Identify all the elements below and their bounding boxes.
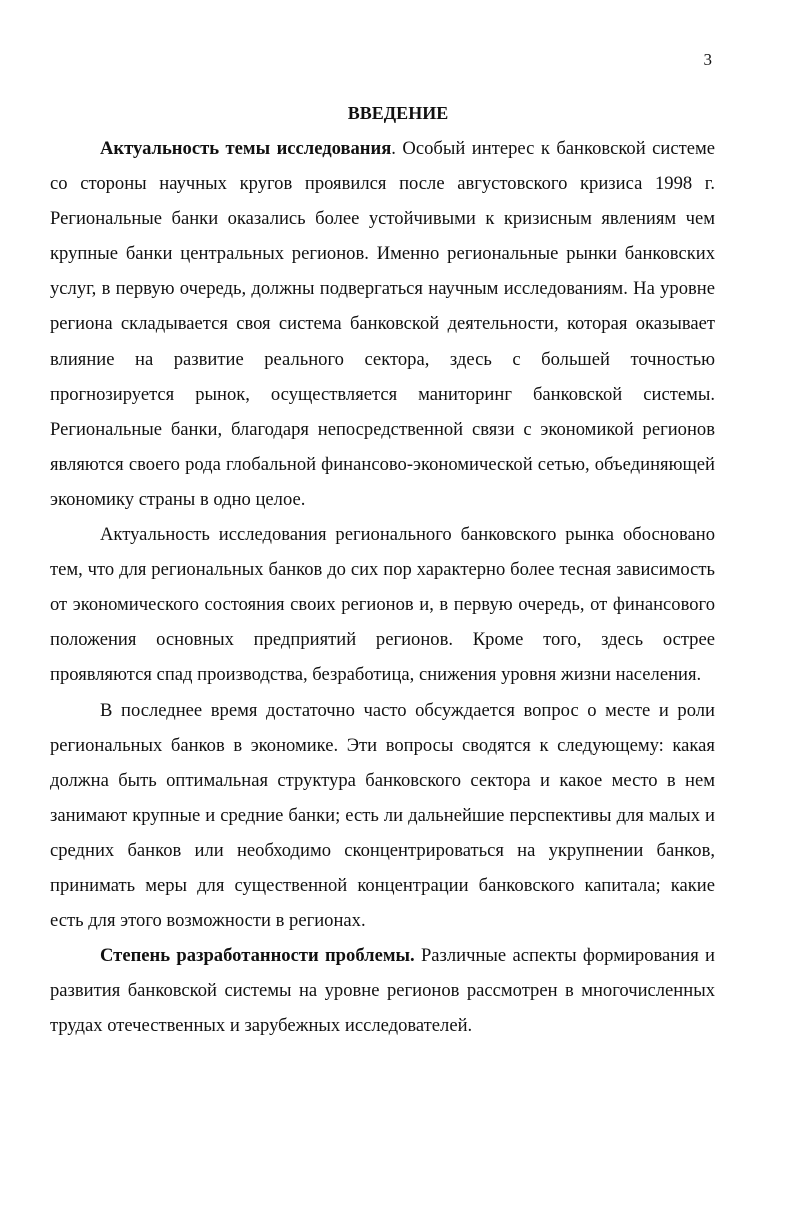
- document-body: [50, 131, 715, 1043]
- paragraph-lead: Актуальность темы исследования: [100, 138, 392, 159]
- paragraph-text: В последнее время достаточно часто обсуждается вопрос о месте и роли региональных банков в экономике. Эти вопросы сводятся к следующему: какая должна быть оптимальная структура банковского сектора и какое место в нем занимают крупные и средние банки; есть ли дальнейшие перспективы для малых и средних банков или необходимо сконцентрироваться на укрупнении банков, принимать меры для существенной концентрации банковского капитала; какие есть для этого возможности в регионах.: [50, 699, 715, 932]
- page-number: 3: [703, 50, 712, 69]
- paragraph-text: Различные аспекты формирования и развития банковской системы на уровне регионов рассмотрен в многочисленных трудах отечественных и зарубежных исследователей.: [50, 945, 715, 1037]
- paragraph-degree-of-study: [50, 938, 715, 1043]
- paragraph-relevance: [50, 131, 715, 517]
- paragraph-role-of-banks: [50, 693, 715, 939]
- page-title: ВВЕДЕНИЕ: [347, 103, 449, 123]
- paragraph-text: Актуальность исследования регионального банковского рынка обосновано тем, что для региональных банков до сих пор характерно более тесная зависимость от экономического состояния своих регионов и, в первую очередь, от финансового положения основных предприятий регионов. Кроме того, здесь острее проявляются спад производства, безработица, снижения уровня жизни населения.: [50, 524, 715, 686]
- paragraph-regional-market: [50, 517, 715, 692]
- paragraph-text: . Особый интерес к банковской системе со стороны научных кругов проявился после августовского кризиса 1998 г. Региональные банки оказались более устойчивыми к кризисным явлениям чем крупные банки центральных регионов. Именно региональные рынки банковских услуг, в первую очередь, должны подвергаться научным исследованиям. На уровне региона складывается своя система банковской деятельности, которая оказывает влияние на развитие реального сектора, здесь с большей точностью прогнозируется рынок, осуществляется маниторинг банковской системы. Региональные банки, благодаря непосредственной связи с экономикой регионов являются своего рода глобальной финансово-экономической сетью, объединяющей экономику страны в одно целое.: [50, 138, 715, 510]
- paragraph-lead: Степень разработанности проблемы.: [100, 945, 415, 967]
